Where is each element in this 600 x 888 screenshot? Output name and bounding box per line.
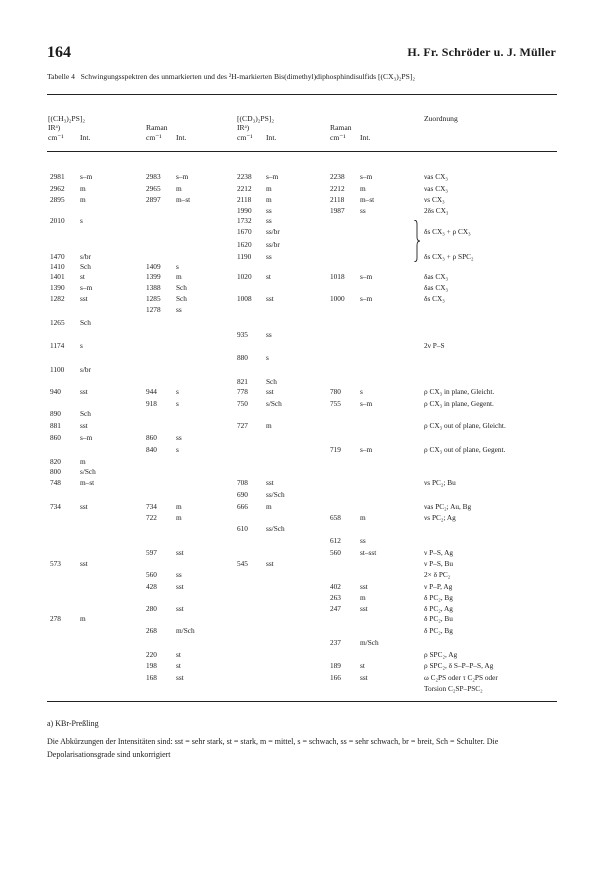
cell-ir2-cm: 666 xyxy=(237,502,248,511)
header-raman2: Raman xyxy=(330,123,352,132)
header-int4: Int. xyxy=(360,133,371,142)
cell-raman2-int: st–sst xyxy=(360,548,377,557)
table-row xyxy=(0,433,600,444)
cell-raman2-cm: 237 xyxy=(330,638,341,647)
table-row xyxy=(0,593,600,604)
table-row xyxy=(0,341,600,352)
cell-raman2-int: sst xyxy=(360,673,368,682)
table-row xyxy=(0,272,600,283)
table-row xyxy=(0,240,600,251)
cell-raman1-cm: 198 xyxy=(146,661,157,670)
cell-raman1-cm: 280 xyxy=(146,604,157,613)
rule-top xyxy=(47,94,557,95)
table-row xyxy=(0,513,600,524)
cell-raman2-cm: 402 xyxy=(330,582,341,591)
cell-assignment: δ PC₂, Bg xyxy=(424,593,453,602)
cell-raman2-cm: 263 xyxy=(330,593,341,602)
table-row xyxy=(0,294,600,305)
cell-ir2-int: sst xyxy=(266,294,274,303)
table-row xyxy=(0,365,600,376)
cell-ir2-cm: 1190 xyxy=(237,252,252,261)
cell-raman1-cm: 560 xyxy=(146,570,157,579)
cell-ir1-int: sst xyxy=(80,387,88,396)
cell-ir1-int: s/br xyxy=(80,252,91,261)
cell-assignment: 2ν P–S xyxy=(424,341,445,350)
cell-ir1-int: Sch xyxy=(80,262,91,271)
table-row xyxy=(0,216,600,227)
cell-ir1-cm: 1410 xyxy=(50,262,65,271)
header-raman1: Raman xyxy=(146,123,168,132)
cell-raman2-int: st xyxy=(360,661,365,670)
cell-ir2-cm: 2238 xyxy=(237,172,252,181)
cell-raman1-cm: 1409 xyxy=(146,262,161,271)
rule-header xyxy=(47,151,557,152)
cell-raman1-cm: 428 xyxy=(146,582,157,591)
cell-raman1-int: m xyxy=(176,502,182,511)
cell-raman1-int: s xyxy=(176,445,179,454)
cell-ir2-cm: 1620 xyxy=(237,240,252,249)
cell-ir1-cm: 1100 xyxy=(50,365,65,374)
cell-raman2-cm: 755 xyxy=(330,399,341,408)
cell-raman2-cm: 1018 xyxy=(330,272,345,281)
header-compound2: [(CD₃)₂PS]₂ xyxy=(237,114,275,123)
cell-ir2-int: m xyxy=(266,195,272,204)
cell-ir1-cm: 890 xyxy=(50,409,61,418)
cell-raman1-int: m xyxy=(176,272,182,281)
cell-assignment: Torsion C₂SP–PSC₂ xyxy=(424,684,483,693)
cell-ir2-cm: 2212 xyxy=(237,184,252,193)
cell-ir2-int: sst xyxy=(266,387,274,396)
cell-ir2-int: ss/Sch xyxy=(266,490,285,499)
table-row xyxy=(0,502,600,513)
cell-assignment: ω C₂PS oder τ C₂PS oder xyxy=(424,673,498,682)
cell-assignment: δ PC₂, Bu xyxy=(424,614,453,623)
cell-assignment: ν P–S, Bu xyxy=(424,559,454,568)
caption-text: Schwingungsspektren des unmarkierten und des ²H-markierten Bis(dimethyl)diphosphindisulfids [(CX₃)₂PS]₂ xyxy=(80,72,416,81)
cell-raman2-cm: 1987 xyxy=(330,206,345,215)
caption-label: Tabelle 4 xyxy=(47,72,75,81)
header-cm4: cm⁻¹ xyxy=(330,133,346,142)
cell-ir2-cm: 610 xyxy=(237,524,248,533)
header-cm3: cm⁻¹ xyxy=(237,133,253,142)
table-row xyxy=(0,409,600,420)
cell-raman1-cm: 168 xyxy=(146,673,157,682)
cell-ir2-int: s/Sch xyxy=(266,399,282,408)
cell-raman2-int: s–m xyxy=(360,272,373,281)
table-row xyxy=(0,536,600,547)
cell-assignment: δs CX₃ xyxy=(424,294,445,303)
cell-assignment: δs CX₃ + ρ SPC₂ xyxy=(424,252,474,261)
cell-ir1-int: sst xyxy=(80,559,88,568)
cell-raman2-cm: 166 xyxy=(330,673,341,682)
table-row xyxy=(0,421,600,432)
cell-raman1-int: sst xyxy=(176,673,184,682)
cell-raman2-int: m xyxy=(360,593,366,602)
cell-ir2-int: s–m xyxy=(266,172,279,181)
cell-raman1-int: s xyxy=(176,262,179,271)
table-row xyxy=(0,548,600,559)
header-ir1: IRᵃ) xyxy=(48,123,61,132)
cell-raman1-int: st xyxy=(176,650,181,659)
cell-raman1-int: s xyxy=(176,387,179,396)
cell-assignment: νs PC₂; Bu xyxy=(424,478,456,487)
cell-ir2-int: sst xyxy=(266,559,274,568)
cell-raman2-cm: 2238 xyxy=(330,172,345,181)
cell-raman1-int: st xyxy=(176,661,181,670)
cell-ir1-cm: 1282 xyxy=(50,294,65,303)
cell-assignment: νas CX₃ xyxy=(424,184,448,193)
header-ir2: IRᵃ) xyxy=(237,123,250,132)
cell-ir1-cm: 2895 xyxy=(50,195,65,204)
cell-ir1-cm: 748 xyxy=(50,478,61,487)
cell-raman2-cm: 2118 xyxy=(330,195,345,204)
cell-ir1-int: sst xyxy=(80,294,88,303)
cell-raman1-int: ss xyxy=(176,570,182,579)
cell-ir2-int: m xyxy=(266,421,272,430)
cell-ir1-int: m xyxy=(80,195,86,204)
header-cm1: cm⁻¹ xyxy=(48,133,64,142)
cell-raman2-int: m xyxy=(360,513,366,522)
cell-raman1-cm: 1399 xyxy=(146,272,161,281)
cell-ir2-int: s xyxy=(266,353,269,362)
cell-ir1-cm: 573 xyxy=(50,559,61,568)
cell-raman2-int: m/Sch xyxy=(360,638,379,647)
cell-ir1-cm: 1174 xyxy=(50,341,65,350)
cell-assignment: δas CX₃ xyxy=(424,283,449,292)
cell-ir1-cm: 881 xyxy=(50,421,61,430)
cell-ir2-cm: 545 xyxy=(237,559,248,568)
cell-raman2-int: s xyxy=(360,387,363,396)
cell-ir1-cm: 1265 xyxy=(50,318,65,327)
table-row xyxy=(0,559,600,570)
cell-assignment: ν P–P, Ag xyxy=(424,582,453,591)
cell-raman1-int: Sch xyxy=(176,283,187,292)
footnote: a) KBr-Preßling xyxy=(47,719,99,728)
cell-assignment: δas CX₃ xyxy=(424,272,449,281)
table-row xyxy=(0,318,600,329)
cell-ir1-cm: 2962 xyxy=(50,184,65,193)
cell-ir1-int: sst xyxy=(80,502,88,511)
cell-raman1-cm: 1388 xyxy=(146,283,161,292)
table-row xyxy=(0,387,600,398)
cell-raman1-cm: 722 xyxy=(146,513,157,522)
cell-assignment: ρ SPC₂, Ag xyxy=(424,650,458,659)
cell-ir1-int: s–m xyxy=(80,172,93,181)
cell-ir1-int: s xyxy=(80,341,83,350)
table-row xyxy=(0,330,600,341)
cell-ir1-cm: 860 xyxy=(50,433,61,442)
table-row xyxy=(0,570,600,581)
cell-ir2-cm: 1008 xyxy=(237,294,252,303)
cell-raman1-int: m/Sch xyxy=(176,626,195,635)
table-row xyxy=(0,195,600,206)
cell-assignment: ρ CX₃ in plane, Gleicht. xyxy=(424,387,495,396)
table-row xyxy=(0,638,600,649)
cell-raman2-int: sst xyxy=(360,604,368,613)
cell-ir2-cm: 880 xyxy=(237,353,248,362)
cell-assignment: δ PC₂, Ag xyxy=(424,604,453,613)
table-row xyxy=(0,582,600,593)
cell-raman2-int: sst xyxy=(360,582,368,591)
cell-ir1-cm: 278 xyxy=(50,614,61,623)
cell-raman1-int: s–m xyxy=(176,172,189,181)
table-row xyxy=(0,467,600,478)
cell-ir1-int: sst xyxy=(80,421,88,430)
cell-ir1-cm: 2981 xyxy=(50,172,65,181)
table-row xyxy=(0,661,600,672)
header-int1: Int. xyxy=(80,133,91,142)
legend-text: Die Abkürzungen der Intensitäten sind: sst = sehr stark, st = stark, m = mittel, s = schwach, ss = sehr schwach, br = breit, Sch = Schulter. Die Depolarisationsgrade sind unkorrigiert xyxy=(47,737,499,759)
cell-ir2-cm: 750 xyxy=(237,399,248,408)
cell-raman1-cm: 840 xyxy=(146,445,157,454)
header-cm2: cm⁻¹ xyxy=(146,133,162,142)
cell-ir2-cm: 778 xyxy=(237,387,248,396)
cell-raman1-int: m–st xyxy=(176,195,191,204)
cell-raman2-int: m–st xyxy=(360,195,375,204)
cell-raman2-cm: 247 xyxy=(330,604,341,613)
cell-ir2-int: ss xyxy=(266,252,272,261)
cell-raman1-int: m xyxy=(176,513,182,522)
cell-raman1-cm: 220 xyxy=(146,650,157,659)
cell-ir1-cm: 1401 xyxy=(50,272,65,281)
cell-ir1-int: Sch xyxy=(80,318,91,327)
cell-raman1-cm: 1285 xyxy=(146,294,161,303)
table-row xyxy=(0,684,600,695)
cell-ir2-int: ss/br xyxy=(266,240,280,249)
table-row xyxy=(0,353,600,364)
cell-ir1-cm: 2010 xyxy=(50,216,65,225)
cell-assignment: νas CX₃ xyxy=(424,172,448,181)
cell-raman1-int: sst xyxy=(176,582,184,591)
cell-ir1-cm: 1470 xyxy=(50,252,65,261)
cell-ir2-cm: 2118 xyxy=(237,195,252,204)
cell-raman1-int: sst xyxy=(176,604,184,613)
cell-raman1-cm: 2965 xyxy=(146,184,161,193)
cell-raman1-int: m xyxy=(176,184,182,193)
cell-assignment: ρ CX₃ out of plane, Gleicht. xyxy=(424,421,506,430)
cell-raman2-int: ss xyxy=(360,206,366,215)
cell-assignment: νs CX₃ xyxy=(424,195,445,204)
cell-raman2-int: m xyxy=(360,184,366,193)
table-row xyxy=(0,673,600,684)
cell-assignment: δs CX₃ + ρ CX₃ xyxy=(424,227,471,236)
table-row xyxy=(0,283,600,294)
cell-ir1-int: s/Sch xyxy=(80,467,96,476)
cell-raman2-cm: 1000 xyxy=(330,294,345,303)
cell-raman2-cm: 560 xyxy=(330,548,341,557)
cell-raman2-int: ss xyxy=(360,536,366,545)
header-int3: Int. xyxy=(266,133,277,142)
table-row xyxy=(0,524,600,535)
cell-raman2-cm: 612 xyxy=(330,536,341,545)
cell-ir1-int: Sch xyxy=(80,409,91,418)
cell-raman1-cm: 2983 xyxy=(146,172,161,181)
cell-ir1-int: s/br xyxy=(80,365,91,374)
table-row xyxy=(0,445,600,456)
table-row xyxy=(0,490,600,501)
cell-ir1-cm: 940 xyxy=(50,387,61,396)
cell-assignment: 2δs CX₃ xyxy=(424,206,449,215)
cell-ir1-int: st xyxy=(80,272,85,281)
cell-ir1-int: m–st xyxy=(80,478,95,487)
cell-ir2-int: m xyxy=(266,184,272,193)
cell-raman1-cm: 1278 xyxy=(146,305,161,314)
cell-raman1-cm: 918 xyxy=(146,399,157,408)
table-row xyxy=(0,614,600,625)
cell-ir1-int: s xyxy=(80,216,83,225)
table-row xyxy=(0,626,600,637)
cell-ir1-cm: 734 xyxy=(50,502,61,511)
page-number: 164 xyxy=(47,44,71,61)
cell-ir2-int: st xyxy=(266,272,271,281)
cell-ir2-int: m xyxy=(266,502,272,511)
header-assignment: Zuordnung xyxy=(424,114,458,123)
cell-raman2-cm: 658 xyxy=(330,513,341,522)
cell-ir2-cm: 727 xyxy=(237,421,248,430)
cell-raman1-cm: 597 xyxy=(146,548,157,557)
cell-ir1-cm: 820 xyxy=(50,457,61,466)
cell-raman1-int: ss xyxy=(176,305,182,314)
cell-raman2-int: s–m xyxy=(360,172,373,181)
cell-ir1-int: m xyxy=(80,184,86,193)
cell-raman1-int: Sch xyxy=(176,294,187,303)
cell-ir1-int: m xyxy=(80,614,86,623)
cell-ir1-cm: 800 xyxy=(50,467,61,476)
grouping-brace xyxy=(413,220,420,262)
cell-ir1-int: m xyxy=(80,457,86,466)
table-caption xyxy=(47,72,557,81)
cell-raman1-int: ss xyxy=(176,433,182,442)
running-head: H. Fr. Schröder u. J. Müller xyxy=(407,45,556,59)
table-row xyxy=(0,172,600,183)
cell-ir2-int: Sch xyxy=(266,377,277,386)
cell-assignment: ρ CX₃ out of plane, Gegent. xyxy=(424,445,506,454)
cell-raman1-cm: 860 xyxy=(146,433,157,442)
cell-ir2-cm: 1020 xyxy=(237,272,252,281)
cell-assignment: ρ SPC₂, δ S–P–P–S, Ag xyxy=(424,661,494,670)
cell-ir2-int: sst xyxy=(266,478,274,487)
table-row xyxy=(0,227,600,238)
cell-raman2-int: s–m xyxy=(360,399,373,408)
cell-ir2-int: ss xyxy=(266,216,272,225)
cell-raman2-cm: 780 xyxy=(330,387,341,396)
cell-ir2-cm: 1990 xyxy=(237,206,252,215)
cell-ir2-cm: 935 xyxy=(237,330,248,339)
cell-ir2-int: ss/Sch xyxy=(266,524,285,533)
cell-assignment: ν P–S, Ag xyxy=(424,548,454,557)
cell-assignment: νs PC₂; Ag xyxy=(424,513,456,522)
cell-raman1-int: sst xyxy=(176,548,184,557)
rule-bottom xyxy=(47,701,557,702)
cell-assignment: ρ CX₃ in plane, Gegent. xyxy=(424,399,494,408)
cell-ir2-cm: 1670 xyxy=(237,227,252,236)
cell-raman1-cm: 734 xyxy=(146,502,157,511)
cell-raman1-int: s xyxy=(176,399,179,408)
table-row xyxy=(0,650,600,661)
cell-assignment: 2× δ PC₂ xyxy=(424,570,451,579)
cell-ir2-cm: 690 xyxy=(237,490,248,499)
cell-ir2-cm: 1732 xyxy=(237,216,252,225)
cell-raman2-cm: 189 xyxy=(330,661,341,670)
cell-assignment: δ PC₂, Bg xyxy=(424,626,453,635)
cell-raman1-cm: 268 xyxy=(146,626,157,635)
cell-ir1-int: s–m xyxy=(80,283,93,292)
cell-ir2-int: ss xyxy=(266,206,272,215)
cell-ir2-int: ss/br xyxy=(266,227,280,236)
cell-raman1-cm: 944 xyxy=(146,387,157,396)
header-compound1: [(CH₃)₂PS]₂ xyxy=(48,114,86,123)
cell-raman2-cm: 2212 xyxy=(330,184,345,193)
cell-ir2-cm: 821 xyxy=(237,377,248,386)
cell-raman2-cm: 719 xyxy=(330,445,341,454)
table-row xyxy=(0,478,600,489)
cell-ir2-int: ss xyxy=(266,330,272,339)
cell-raman2-int: s–m xyxy=(360,294,373,303)
header-int2: Int. xyxy=(176,133,187,142)
cell-raman2-int: s–m xyxy=(360,445,373,454)
cell-ir2-cm: 708 xyxy=(237,478,248,487)
cell-ir1-int: s–m xyxy=(80,433,93,442)
table-row xyxy=(0,305,600,316)
cell-raman1-cm: 2897 xyxy=(146,195,161,204)
table-row xyxy=(0,184,600,195)
cell-assignment: νas PC₂; Au, Bg xyxy=(424,502,472,511)
cell-ir1-cm: 1390 xyxy=(50,283,65,292)
